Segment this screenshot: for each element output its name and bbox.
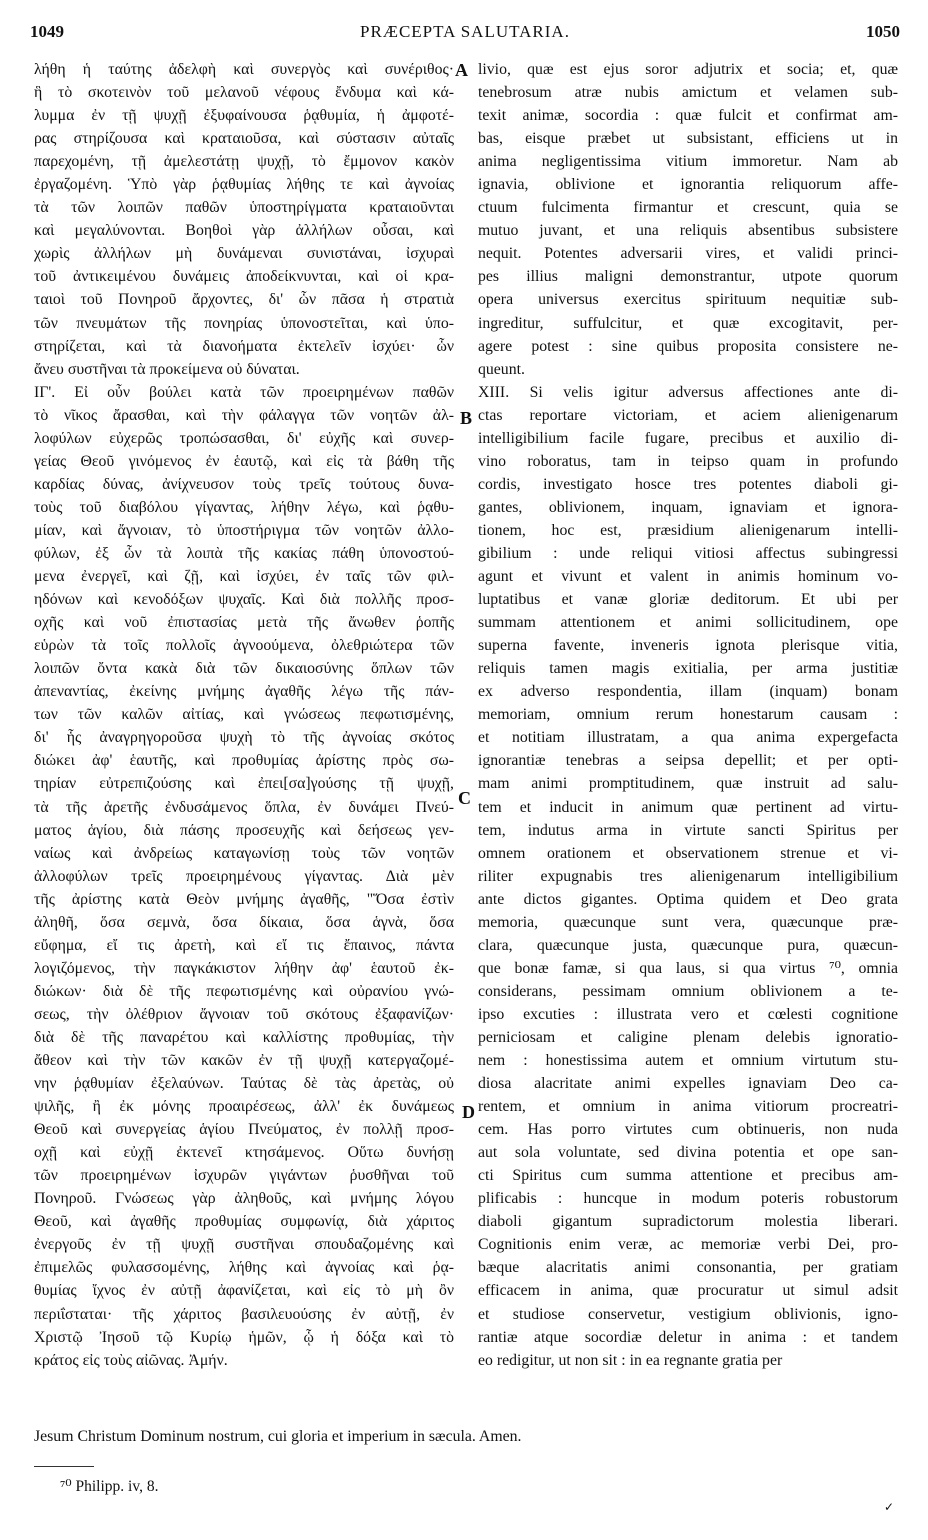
text-line: ΙΓ'. Εἰ οὖν βούλει κατὰ τῶν προειρημένων παθῶν: [34, 383, 454, 401]
text-line: Πονηροῦ. Γνώσεως γὰρ ἀληθοῦς, καὶ μνήμης λόγου: [34, 1190, 454, 1208]
text-line: Θεοῦ, καὶ ἀγαθῆς προθυμίας συμφωνίᾳ, διὰ χάριτος: [34, 1213, 454, 1231]
text-line: μίαν, καὶ ἄγνοιαν, τὸ ὑποστήριγμα τῶν νοητῶν ἀλλο-: [34, 521, 454, 539]
text-line: reliquis tamen magis exitialia, per arma justitiæ: [478, 660, 898, 678]
text-line: ingreditur, suffulcitur, et quæ excogitavit, per-: [478, 314, 898, 332]
text-line: καρδίας δύνας, ἀνίχνευσον τοὺς τρεῖς τούτους δυνα-: [34, 475, 454, 493]
text-line: διώκων· διὰ δὲ τῆς πεφωτισμένης καὶ οὐρανίου γνώ-: [34, 982, 454, 1000]
text-line: nequit. Potentes adversarii vires, et validi princi-: [478, 245, 898, 263]
text-line: ἐνεργοῦς ἐν τῇ ψυχῇ συστῆναι σπουδαζομένης καὶ: [34, 1236, 454, 1254]
text-line: ἐπιμελῶς φυλασσομένης, λήθης καὶ ἀγνοίας καὶ ῥᾳ-: [34, 1259, 454, 1277]
text-line: XIII. Si velis igitur adversus affectiones ante di-: [478, 383, 898, 401]
text-line: riliter expugnabis tres alienigenarum intelligibilium: [478, 867, 898, 885]
text-line: στηρίζεται, καὶ τὰ διανοήματα ἐκτελεῖν ἰσχύει· ὧν: [34, 337, 454, 355]
text-line: ψιλῆς, ἢ ἐκ μόνης προαιρέσεως, ἀλλ' ἐκ δυνάμεως: [34, 1098, 454, 1116]
text-line: nem : honestissima autem et omnium virtutum stu-: [478, 1052, 898, 1070]
text-line: ante dictos gigantes. Optima quidem et Deo grata: [478, 890, 898, 908]
text-line: tem et inducit in animum quæ pertinent ad virtu-: [478, 798, 898, 816]
page-number-right: 1050: [866, 22, 900, 41]
text-line: ex adverso respondentia, illam (inquam) bonam: [478, 683, 898, 701]
text-line: ταιοὶ τοῦ Πονηροῦ ἄρχοντες, δι' ὧν πᾶσα ἡ στρατιὰ: [34, 291, 454, 309]
text-line: cordis, investigato hosce tres potentes diaboli gi-: [478, 475, 898, 493]
margin-marker-b: B: [460, 408, 473, 428]
text-line: εὑρὼν τὰ τοῖς πολλοῖς ἀγνοούμενα, ὀλεθριώτερα τῶν: [34, 637, 454, 655]
greek-column: [34, 58, 454, 1372]
print-mark: ✓: [884, 1500, 895, 1514]
text-line: plificabis : huncque in modum poteris robustorum: [478, 1190, 898, 1208]
text-line: que bonæ famæ, si qua laus, si qua virtus ⁷⁰, omnia: [478, 959, 898, 977]
text-line: τηρίαν εὐτρεπιζούσης καὶ ἐπει[σα]γούσης τῇ ψυχῇ,: [34, 775, 454, 793]
text-line: ναίως καὶ ἀνδρείως καταγωνίσῃ τοὺς τῶν νοητῶν: [34, 844, 454, 862]
text-line: εὔφημα, εἴ τις ἀρετὴ, καὶ εἴ τις ἔπαινος, πάντα: [34, 936, 454, 954]
text-line: δι' ἧς ἀναγρηγοροῦσα ψυχὴ τὸ τῆς ἀγνοίας σκότος: [34, 729, 454, 747]
text-line: considerans, pessimam omnium oblivionem a te-: [478, 982, 898, 1000]
margin-marker-a: A: [455, 60, 468, 80]
text-line: κράτος εἰς τοὺς αἰῶνας. Ἀμήν.: [34, 1351, 228, 1369]
text-line: vino roboratus, tam in teipso quam in profundo: [478, 452, 898, 470]
text-line: τῆς ἀρίστης κατὰ Θεὸν μνήμης ἀγαθῆς, "Ὅσα ἐστὶν: [34, 890, 454, 908]
text-line: rentem, et omnium in anima vitiorum procreatri-: [478, 1098, 898, 1116]
text-line: eo redigitur, ut non sit : in ea regnante gratia per: [478, 1351, 783, 1369]
text-line: texit animæ, socordia : quæ fulcit et confirmat am-: [478, 107, 898, 125]
text-line: τὸ νῖκος ἄρασθαι, καὶ τὴν φάλαγγα τῶν νοητῶν ἀλ-: [34, 406, 454, 424]
text-line: ignorantiæ tenebras a seipsa depellit; et per opti-: [478, 752, 898, 770]
text-line: Χριστῷ Ἰησοῦ τῷ Κυρίῳ ἡμῶν, ᾧ ἡ δόξα καὶ τὸ: [34, 1328, 454, 1346]
text-line: Cognitionis enim veræ, ac memoriæ verbi Dei, pro-: [478, 1236, 898, 1254]
margin-marker-c: C: [458, 788, 471, 808]
text-line: τοῦ ἀντικειμένου δυνάμεις ἀποδείκνυνται, καὶ οἱ κρα-: [34, 268, 454, 286]
text-line: θυμίας ἴχνος ἐν αὐτῇ ἀφανίζεται, καὶ εἰς τὸ μὴ ὂν: [34, 1282, 454, 1300]
text-line: perniciosam et caligine plenam delebis ignoratio-: [478, 1028, 898, 1046]
text-line: μενα ἐνεργεῖ, καὶ ζῇ, καὶ ἰσχύει, ἐν ταῖς τῶν φιλ-: [34, 568, 454, 586]
text-line: ἄνευ συστῆναι τὰ προκείμενα οὐ δύναται.: [34, 360, 300, 378]
text-line: anima negligentissima vitium immoretur. Nam ab: [478, 153, 898, 171]
text-line: λήθη ἡ ταύτης ἀδελφὴ καὶ συνεργὸς καὶ συνέριθος·: [34, 61, 454, 78]
running-title: PRÆCEPTA SALUTARIA.: [360, 22, 570, 41]
text-line: λοφύλων εὐχερῶς τροπώσασθαι, δι' εὐχῆς καὶ συνερ-: [34, 429, 454, 447]
text-line: intelligibilium facile fugare, precibus et auxilio di-: [478, 429, 898, 447]
text-line: τὰ τῆς ἀρετῆς ἐνδυσάμενος ὅπλα, ἐν δυνάμει Πνεύ-: [34, 798, 454, 816]
text-line: ἀπεναντίας, ἐκείνης μνήμης ἀγαθῆς λέγω τῆς πάν-: [34, 683, 454, 701]
text-line: aut sola voluntate, sed divina potentia et ope san-: [478, 1144, 898, 1162]
latin-column: [478, 58, 898, 1372]
text-line: σεως, τὴν ὀλέθριον ἄγνοιαν τοῦ σκότους ἐξαφανίζων·: [34, 1005, 454, 1023]
text-line: διὰ δὲ τῆς παναρέτου καὶ καλλίστης προθυμίας, τὴν: [34, 1028, 454, 1046]
text-line: ἐργαζομένη. Ὑπὸ γὰρ ῥᾳθυμίας λήθης τε καὶ ἀγνοίας: [34, 176, 454, 194]
text-line: mutuo juvant, et una reliquis absentibus subsistere: [478, 222, 898, 240]
text-line: ἣ τὸ σκοτεινὸν τοῦ μελανοῦ νέφους ἔνδυμα καὶ κά-: [34, 84, 454, 102]
text-line: τοὺς τοῦ διαβόλου γίγαντας, λήθην λέγω, καὶ ῥᾳθυ-: [34, 498, 454, 516]
text-line: διώκει ἀφ' ἑαυτῆς, καὶ προθυμίας ἀρίστης πρὸς σω-: [34, 752, 454, 770]
text-line: tenebrosum atræ nubis amictum et velamen sub-: [478, 84, 898, 102]
text-line: ηδόνων καὶ κενοδόξων ψυχαῖς. Καὶ διὰ πολλῆς προσ-: [34, 591, 454, 609]
text-line: τὰ τῶν λοιπῶν παθῶν ὑποστηρίγματα κραταιοῦνται: [34, 199, 454, 217]
text-line: ctuum fulcimenta firmantur et crescunt, quia se: [478, 199, 898, 217]
footnote: ⁷⁰ Philipp. iv, 8.: [60, 1478, 159, 1495]
text-line: λυμμα ἐν τῇ ψυχῇ ἐξυφαίνουσα ῥᾳθυμία, ἡ ἀμφοτέ-: [34, 107, 454, 125]
text-line: των τῶν καλῶν αἰτίας, καὶ γνώσεως πεφωτισμένης,: [34, 706, 454, 724]
text-line: memoria, quæcunque sunt vera, quæcunque præ-: [478, 913, 898, 931]
footnote-rule: [34, 1466, 94, 1467]
text-line: ctas reportare victoriam, et aciem alienigenarum: [478, 406, 898, 424]
text-line: λοιπῶν ὄντα κακὰ διὰ τῶν δικαιοσύνης ὅπλων τῶν: [34, 660, 454, 678]
text-line: omnem orationem et observationem strenue et vi-: [478, 844, 898, 862]
text-line: φύλων, ἐξ ὧν τὰ λοιπὰ τῆς κακίας πάθη ὑπονοστού-: [34, 544, 454, 562]
text-line: memoriam, omnium rerum honestarum causam :: [478, 706, 898, 724]
text-line: superna favente, inveneris ignota plerisque vitia,: [478, 637, 898, 655]
text-line: περιΐσταται· τῆς χάριτος βασιλευούσης ἐν αὐτῇ, ἐν: [34, 1305, 454, 1323]
text-line: οχῆς καὶ νοῦ ἐπιστασίας μετὰ τῆς ἄνωθεν ῥοπῆς: [34, 614, 454, 632]
text-line: ρας στηρίζουσα καὶ κραταιοῦσα, καὶ σύστασιν αὐταῖς: [34, 130, 454, 148]
text-line: τῶν προειρημένων ἰσχυρῶν γιγάντων ῥυσθῆναι τοῦ: [34, 1167, 454, 1185]
text-line: summam attentionem et animi sollicitudinem, ope: [478, 614, 898, 632]
text-line: γείας Θεοῦ γινόμενος ἐν ἑαυτῷ, καὶ εἰς τὰ βάθη τῆς: [34, 452, 454, 470]
margin-marker-d: D: [462, 1102, 475, 1122]
text-line: diosa alacritate animi expelles ignaviam Deo ca-: [478, 1075, 898, 1093]
text-line: ἀληθῆ, ὅσα σεμνὰ, ὅσα δίκαια, ὅσα ἁγνὰ, ὅσα: [34, 913, 454, 931]
text-line: diaboli gigantum supradictorum molestia liberari.: [478, 1213, 898, 1231]
text-line: ἄθεον καὶ τὴν τῶν κακῶν ἐν τῇ ψυχῇ κατεργαζομέ-: [34, 1052, 454, 1070]
text-line: ματος ἁγίου, διὰ πάσης προσευχῆς καὶ δεήσεως γεν-: [34, 821, 454, 839]
text-line: tionem, hoc est, præsidium alienigenarum intelli-: [478, 521, 898, 539]
text-line: λογιζόμενος, τὴν παγκάκιστον λήθην ἀφ' ἑαυτοῦ ἐκ-: [34, 959, 454, 977]
text-line: luptatibus et vanæ gloriæ deditorum. Et ubi per: [478, 591, 898, 609]
text-line: παρεχομένη, τῇ ἀμελεστάτῃ ψυχῇ, τὸ ἔμμονον κακὸν: [34, 153, 454, 171]
text-line: τῶν πνευμάτων τῆς πονηρίας ὑπονοστεῖται, καὶ ὑπο-: [34, 314, 454, 332]
page-number-left: 1049: [30, 22, 64, 41]
text-line: opera universus exercitus spirituum nequitiæ sub-: [478, 291, 898, 309]
text-line: mam animi promptitudinem, quæ instruit ad salu-: [478, 775, 898, 793]
text-line: agere potest : sine quibus proposita consistere ne-: [478, 337, 898, 355]
closing-line: Jesum Christum Dominum nostrum, cui gloria et imperium in sæcula. Amen.: [34, 1428, 522, 1445]
text-line: tem, indutus arma in virtute sancti Spiritus per: [478, 821, 898, 839]
text-line: et studiose conservetur, vestigium oblivionis, igno-: [478, 1305, 898, 1323]
text-line: rantiæ atque socordiæ deletur in anima : et tandem: [478, 1328, 898, 1346]
text-line: et notitiam illustratam, a qua anima expergefacta: [478, 729, 898, 747]
text-line: livio, quæ est ejus soror adjutrix et socia; et, quæ: [478, 61, 898, 78]
text-line: ipso excuties : illustrata vero et cœlesti cognitione: [478, 1005, 898, 1023]
text-line: bæque alacritatis animi consonantia, per gratiam: [478, 1259, 898, 1277]
text-line: cti Spiritus cum summa attentione et precibus am-: [478, 1167, 898, 1185]
text-line: gibilium : unde reliqui vitiosi affectus subingressi: [478, 544, 898, 562]
text-line: χωρὶς ἀλλήλων μὴ δυνάμεναι συνιστάναι, ἰσχυραὶ: [34, 245, 454, 263]
text-line: ignavia, oblivione et ignorantia reliquorum affe-: [478, 176, 898, 194]
text-line: queunt.: [478, 360, 525, 378]
text-line: ἀλλοφύλων τρεῖς προειρημένους γίγαντας. Διὰ μὲν: [34, 867, 454, 885]
text-line: καὶ μεγαλύνονται. Βοηθοὶ γὰρ ἀλλήλων οὖσαι, καὶ: [34, 222, 454, 240]
text-line: Θεοῦ καὶ συνεργείας ἁγίου Πνεύματος, ἐν πολλῇ προσ-: [34, 1121, 454, 1139]
text-line: clara, quæcunque justa, quæcunque pura, quæcun-: [478, 936, 898, 954]
text-line: οχῇ καὶ εὐχῇ ἐκτενεῖ κτησάμενος. Οὕτω δυνήσῃ: [34, 1144, 454, 1162]
text-line: pes illius maligni demonstrantur, utpote quorum: [478, 268, 898, 286]
text-line: νην ῥᾳθυμίαν ἐξελαύνων. Ταύτας δὲ τὰς ἀρετὰς, οὐ: [34, 1075, 454, 1093]
text-line: agunt et vivunt et valent in animis hominum vo-: [478, 568, 898, 586]
text-line: bas, eisque præbet ut subsistant, efficiens ut in: [478, 130, 898, 148]
running-header: [30, 22, 900, 50]
text-line: gantes, oblivionem, inquam, ignaviam et ignora-: [478, 498, 898, 516]
text-line: efficacem in anima, quæ procuratur ut simul adsit: [478, 1282, 898, 1300]
text-line: cem. Has porro virtutes cum obtinueris, non nuda: [478, 1121, 898, 1139]
